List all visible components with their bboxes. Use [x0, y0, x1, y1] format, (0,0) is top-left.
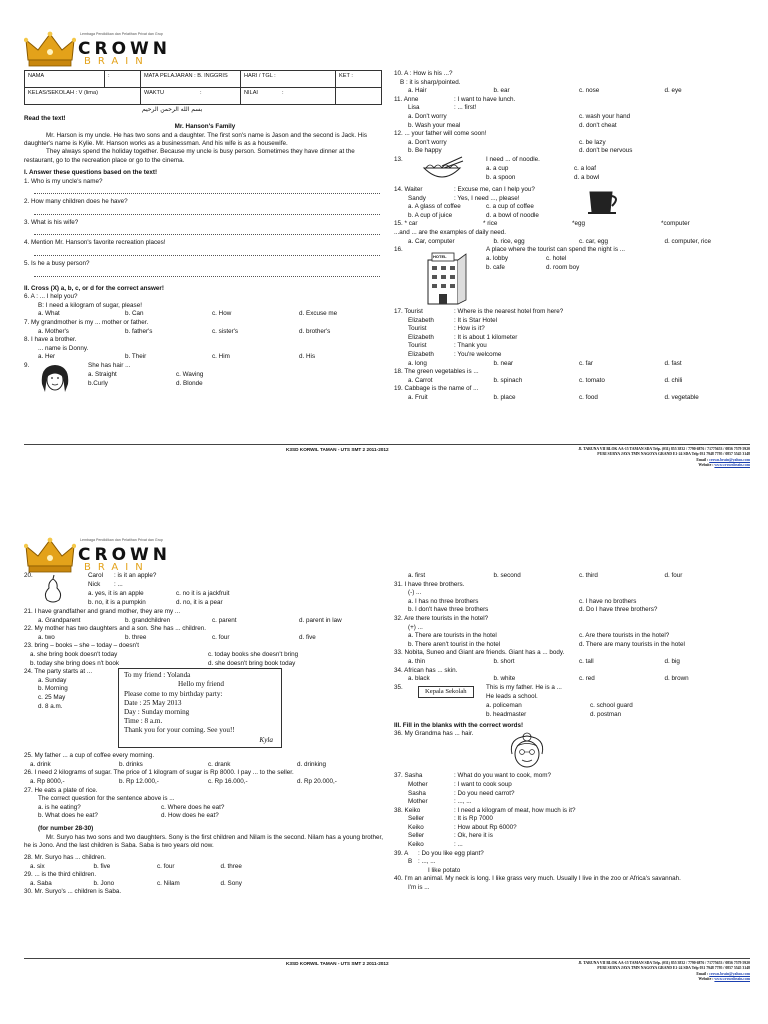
- page1-right-column: [394, 70, 750, 403]
- question-32-b: (+) ...: [408, 623, 423, 631]
- option[interactable]: a. Rp 8000,-: [30, 777, 65, 785]
- q28-options: [24, 863, 284, 872]
- page-2: [0, 514, 768, 1024]
- hotel-sign: HOTEL: [433, 254, 447, 260]
- page-footer: [24, 444, 750, 470]
- option[interactable]: a. Car, computer: [408, 237, 455, 245]
- question-14: 14. Waiter : Excuse me, can I help you? Sandy : Yes, I need ..., please! a. A glass of coffee c. a cup of coffee b. A cup of juice d. a bowl of noodle: [394, 186, 750, 220]
- question-34: 34. African has ... skin.: [394, 666, 458, 674]
- option[interactable]: d. she doesn't bring book today: [208, 659, 296, 667]
- option[interactable]: b.Curly: [88, 379, 108, 387]
- option[interactable]: d. parent in law: [299, 616, 342, 624]
- option[interactable]: b. Rp 12.000,-: [119, 777, 159, 785]
- option[interactable]: c. food: [579, 394, 598, 402]
- question-19: 19. Cabbage is the name of ...: [394, 385, 479, 393]
- option[interactable]: c. today books she doesn't bring: [208, 650, 299, 658]
- option[interactable]: b. no, it is a pumpkin: [88, 599, 146, 606]
- question-11: 11. Anne : I want to have lunch.: [394, 95, 516, 103]
- option[interactable]: d. a bowl: [574, 173, 600, 181]
- question-27-b: The correct question for the sentence above is ...: [38, 795, 175, 803]
- question-10-b: B : it is sharp/pointed.: [400, 78, 461, 86]
- question-18: 18. The green vegetables is ...: [394, 368, 479, 376]
- option[interactable]: a. Her: [38, 353, 56, 361]
- option[interactable]: a. Hair: [408, 87, 427, 95]
- option[interactable]: a. first: [408, 572, 426, 579]
- option[interactable]: c. no it is a jackfruit: [176, 590, 230, 597]
- label-nilai: NILAI: [244, 90, 258, 96]
- page-1: [0, 0, 768, 510]
- option[interactable]: a. What: [38, 310, 60, 318]
- question-22: 22. My mother has two daughters and a son. She has ... children.: [24, 625, 207, 633]
- q21-options: [24, 617, 386, 626]
- page2-left-column: [24, 572, 386, 897]
- question-6: 6. A : ... I help you?: [24, 293, 78, 301]
- section-2-title: II. Cross (X) a, b, c, or d for the correct answer!: [24, 284, 164, 292]
- footer-address: Jl. TARUNA VII BLOK AA-15 TAMAN SDA Telp. (031) 855 3832 / 7790 6876 / 71775653 / 0856 7579 5920 PURI SURYA JAYA TMN NAGOYA GRAND E1-24 SDA Telp 031 7948 7795 / 0857 5545 3148 Email : crown.brain@yahoo.com Website : www.crownbrain.com: [578, 447, 750, 467]
- option[interactable]: a. Saba: [30, 879, 52, 887]
- pear-icon: [42, 574, 64, 604]
- answer-line[interactable]: [34, 269, 380, 277]
- q16-text: A place where the tourist can spend the night is ...: [486, 246, 625, 254]
- question-24: [24, 668, 386, 752]
- section-1-title: I. Answer these questions based on the text!: [24, 168, 158, 176]
- footer-address: Jl. TARUNA VII BLOK AA-15 TAMAN SDA Telp. (031) 855 3832 / 7790 6876 / 71775653 / 0856 7579 5920 PURI SURYA JAYA TMN NAGOYA GRAND E1-24 SDA Telp 031 7948 7795 / 0857 5545 3148 Email : crown.brain@yahoo.com Website : www.crownbrain.com: [578, 961, 750, 981]
- option[interactable]: c. car, egg: [579, 237, 609, 245]
- option[interactable]: c. red: [579, 675, 595, 683]
- option[interactable]: b. short: [493, 657, 515, 665]
- page1-left-column: [24, 106, 386, 398]
- option[interactable]: c. parent: [212, 616, 237, 624]
- option[interactable]: b. a spoon: [486, 173, 516, 181]
- q24-text: 24. The party starts at ...: [24, 668, 93, 676]
- website-link[interactable]: www.crownbrain.com: [714, 976, 750, 981]
- colon: :: [282, 90, 284, 96]
- question-36: [394, 730, 750, 772]
- q14-options: [394, 212, 564, 221]
- q19-options: [394, 394, 750, 403]
- option[interactable]: b. drinks: [119, 760, 143, 768]
- option[interactable]: c. Are there tourists in the hotel?: [579, 632, 670, 640]
- option[interactable]: b. second: [493, 572, 521, 579]
- option[interactable]: a. Don't worry: [408, 112, 447, 120]
- footer-exam-label: K3SD KORWIL TAMAN - UTS SMT 2 2011-2012: [286, 447, 389, 452]
- option[interactable]: b. grandchildren: [125, 616, 171, 624]
- question-35: [394, 684, 750, 722]
- option[interactable]: c. wash your hand: [579, 112, 631, 120]
- q13-text: I need ... of noodle.: [486, 155, 540, 163]
- read-instruction: Read the text!: [24, 114, 66, 122]
- option[interactable]: a. two: [38, 633, 55, 641]
- option[interactable]: b. rice, egg: [493, 237, 525, 245]
- question-8-b: ... name is Donny.: [38, 344, 89, 352]
- option[interactable]: b. ear: [493, 87, 510, 95]
- option[interactable]: b. near: [493, 359, 514, 367]
- answer-line[interactable]: [34, 227, 380, 235]
- q31-options: [394, 598, 750, 607]
- logo-tagline: Lembaga Pendidikan dan Pelatihan Privat dan Grup: [80, 32, 163, 36]
- option[interactable]: c. four: [157, 862, 175, 870]
- question-26: 26. I need 2 kilograms of sugar. The price of 1 kilogram of sugar is Rp 8000. I pay ... to the seller.: [24, 769, 294, 777]
- colon: :: [108, 73, 110, 79]
- question-33: 33. Nobita, Suneo and Giant are friends. Giant has a ... body.: [394, 649, 565, 657]
- question-13: [394, 156, 750, 186]
- option[interactable]: a. long: [408, 359, 427, 367]
- passage-note: (for number 28-30): [38, 824, 94, 832]
- option[interactable]: c. hotel: [546, 255, 567, 263]
- logo-brain-text: BRAIN: [84, 56, 150, 67]
- q18-options: [394, 377, 750, 386]
- option[interactable]: b. white: [493, 675, 516, 683]
- option[interactable]: b. cafe: [486, 264, 505, 272]
- question-9: [24, 362, 386, 398]
- option[interactable]: d. no, it is a pear: [176, 599, 223, 606]
- option[interactable]: c. tomato: [579, 376, 605, 384]
- q13-number: 13.: [394, 155, 403, 163]
- basmala: بسم الله الرحمن الرحيم: [142, 106, 203, 113]
- label-waktu: WAKTU: [144, 90, 164, 96]
- question-29: 29. ... is the third children.: [24, 871, 97, 879]
- option[interactable]: d. postman: [590, 710, 622, 718]
- option[interactable]: c. Waving: [176, 370, 204, 378]
- question-15-text: ...and ... are the examples of daily need.: [394, 228, 507, 236]
- option[interactable]: c. a cup of coffee: [486, 203, 534, 211]
- option[interactable]: b. Wash your meal: [408, 121, 461, 129]
- section-3-title: III. Fill in the blanks with the correct words!: [394, 721, 524, 729]
- question-11-b: Lisa : ... first!: [408, 104, 477, 112]
- question-2: 2. How many children does he have?: [24, 198, 128, 206]
- option[interactable]: c. Where does he eat?: [161, 803, 225, 811]
- q32-options: [394, 632, 750, 641]
- logo-tagline: Lembaga Pendidikan dan Pelatihan Privat dan Grup: [80, 538, 163, 542]
- question-4: 4. Mention Mr. Hanson's favorite recreation places!: [24, 239, 166, 247]
- option[interactable]: d. a bowl of noodle: [486, 211, 539, 219]
- question-6-b: B: I need a kilogram of sugar, please!: [38, 301, 142, 309]
- option[interactable]: d. brown: [664, 675, 689, 683]
- option[interactable]: b. five: [93, 862, 111, 870]
- option[interactable]: a. A glass of coffee: [408, 203, 461, 211]
- option[interactable]: d. chili: [664, 376, 683, 384]
- option[interactable]: a. she bring book doesn't today: [30, 650, 118, 658]
- option[interactable]: c. be lazy: [579, 138, 606, 146]
- option[interactable]: a. There are tourists in the hotel: [408, 632, 497, 640]
- option[interactable]: a. I has no three brothers: [408, 597, 479, 605]
- q33-options: [394, 658, 750, 667]
- option[interactable]: b. Morning: [38, 685, 68, 693]
- option[interactable]: d. Rp 20.000,-: [297, 777, 337, 785]
- q11-options: [394, 113, 750, 122]
- option[interactable]: c. sister's: [212, 327, 239, 335]
- email-link[interactable]: crown.brain@yahoo.com: [709, 971, 750, 976]
- question-37-dialog: 37. Sasha : What do you want to cook, mom? Mother : I want to cook soup Sasha : Do you need carrot? Mother : ..., ...: [394, 772, 551, 806]
- option[interactable]: c. drank: [208, 760, 231, 768]
- option[interactable]: a. is he eating?: [38, 803, 81, 811]
- crown-icon: [24, 30, 76, 70]
- q7-options: [24, 328, 386, 337]
- option[interactable]: a. six: [30, 862, 45, 870]
- option[interactable]: d. computer, rice: [664, 237, 712, 245]
- question-40-b: I'm is ...: [408, 884, 430, 892]
- q12-options: [394, 147, 750, 156]
- option[interactable]: b. I don't have three brothers: [408, 606, 489, 614]
- option[interactable]: c. nose: [579, 87, 600, 95]
- answer-line[interactable]: [34, 248, 380, 256]
- option[interactable]: d. Blonde: [176, 379, 203, 387]
- option[interactable]: b. spinach: [493, 376, 523, 384]
- email-link[interactable]: crown.brain@yahoo.com: [709, 457, 750, 462]
- question-7: 7. My grandmother is my ... mother or father.: [24, 318, 149, 326]
- q27-options: [24, 804, 284, 813]
- crown-icon: [24, 536, 76, 576]
- label-hari: HARI / TGL :: [244, 73, 276, 79]
- q35-number: 35.: [394, 683, 403, 691]
- question-31-b: (-) ...: [408, 589, 422, 597]
- option[interactable]: a. yes, it is an apple: [88, 590, 144, 597]
- option[interactable]: d. three: [220, 862, 242, 870]
- q14-options: [394, 203, 564, 212]
- woman-face-icon: [38, 362, 72, 396]
- question-8: 8. I have a brother.: [24, 336, 77, 344]
- q23-options: [24, 660, 386, 669]
- option[interactable]: d. His: [299, 353, 316, 361]
- option[interactable]: d. Sony: [220, 879, 242, 887]
- option[interactable]: d. drinking: [297, 760, 327, 768]
- option[interactable]: a. Straight: [88, 370, 117, 378]
- option[interactable]: c. How: [212, 310, 232, 318]
- identity-table: [24, 70, 382, 105]
- option[interactable]: a. lobby: [486, 255, 509, 263]
- question-40: 40. I'm an animal. My neck is long. I like grass very much. Usually I live in the zoo or Africa's savannah.: [394, 875, 681, 883]
- question-39-dialog: 39. A : Do you like egg plant? B : ..., ... I like potato: [394, 849, 484, 874]
- question-25: 25. My father ... a cup of coffee every morning.: [24, 752, 155, 760]
- label-mapel: MATA PELAJARAN : B. INGGRIS: [144, 73, 228, 79]
- option[interactable]: c. school guard: [590, 701, 633, 709]
- option[interactable]: b. Be happy: [408, 147, 442, 155]
- story-paragraph-2: They always spend the holiday together. Because my uncle is busy person. Sometimes they have dinner at the restaurant, go to the recreation place or go to the cinema.: [24, 148, 355, 164]
- option[interactable]: a. drink: [30, 760, 51, 768]
- q9-number: 9.: [24, 361, 30, 369]
- q30-options: [394, 572, 750, 581]
- question-32: 32. Are there tourists in the hotel?: [394, 614, 489, 622]
- option[interactable]: b. There aren't tourist in the hotel: [408, 640, 501, 648]
- option[interactable]: a. Fruit: [408, 394, 428, 402]
- q27-options: [24, 812, 284, 821]
- noodle-bowl-icon: [420, 156, 464, 182]
- option[interactable]: d. eye: [664, 87, 682, 95]
- question-27: 27. He eats a plate of rice.: [24, 786, 98, 794]
- grandma-face-icon: [506, 732, 548, 772]
- question-31: 31. I have three brothers.: [394, 580, 465, 588]
- option[interactable]: d. don't cheat: [579, 121, 617, 129]
- question-3: 3. What is his wife?: [24, 218, 79, 226]
- option[interactable]: a. Carrot: [408, 376, 433, 384]
- q29-options: [24, 880, 284, 889]
- option[interactable]: d. Do I have three brothers?: [579, 606, 658, 614]
- q22-options: [24, 634, 386, 643]
- q16-number: 16.: [394, 246, 403, 254]
- logo-crown-text: CROWN: [78, 545, 171, 565]
- option[interactable]: d. four: [664, 572, 683, 579]
- option[interactable]: a. policeman: [486, 701, 522, 709]
- q15-options: [394, 238, 750, 247]
- q26-options: [24, 778, 386, 787]
- option[interactable]: d. big: [664, 657, 680, 665]
- q34-options: [394, 675, 750, 684]
- option[interactable]: c. Him: [212, 353, 230, 361]
- q9-text: She has hair ...: [88, 361, 131, 369]
- question-10: 10. A : How is his ...?: [394, 70, 453, 77]
- website-link[interactable]: www.crownbrain.com: [714, 462, 750, 467]
- invitation-signature: Kyla: [259, 735, 273, 744]
- question-23: 23. bring – books – she – today – doesn't: [24, 642, 139, 650]
- question-38-dialog: 38. Keiko : I need a kilogram of meat, how much is it? Seller : It is Rp 7000 Keiko : How about Rp 6000? Seller : Ok, here it is Keiko : ...: [394, 806, 576, 849]
- option[interactable]: b. headmaster: [486, 710, 527, 718]
- option[interactable]: a. Grandparent: [38, 616, 81, 624]
- colon: :: [200, 90, 202, 96]
- option[interactable]: d. fast: [664, 359, 682, 367]
- option[interactable]: c. 25 May: [38, 693, 66, 701]
- option[interactable]: c. far: [579, 359, 593, 367]
- story-paragraph-1: Mr. Harson is my uncle. He has two sons and a daughter. The first son's name is Jason and the second is Jack. His daughter's name is Kylie. Mr. Hanson works as a businessman. And his wife is as a housewife.: [24, 131, 367, 148]
- option[interactable]: b. A cup of juice: [408, 211, 453, 219]
- question-12: 12. ... your father will come soon!: [394, 130, 487, 138]
- option[interactable]: a. Sunday: [38, 676, 67, 684]
- q10-options: [394, 87, 750, 96]
- question-15: 15. * car * rice *egg *computer: [394, 220, 690, 228]
- story-title: Mr. Hanson's Family: [174, 123, 236, 131]
- option[interactable]: c. third: [579, 572, 598, 579]
- question-20: 20. Carol : is it an apple? Nick : ... a. yes, it is an apple c. no it is a jackfruit b. no, it is a pumpkin d. no, it is a pear: [24, 572, 230, 606]
- option[interactable]: c. Nilam: [157, 879, 180, 887]
- option[interactable]: d. brother's: [299, 327, 331, 335]
- q11-options: [394, 122, 750, 131]
- option[interactable]: b. What does he eat?: [38, 812, 98, 820]
- option[interactable]: c. I have no brothers: [579, 597, 637, 605]
- option[interactable]: b. place: [493, 394, 516, 402]
- coffee-cup-icon: [586, 186, 622, 216]
- q32-options: [394, 641, 750, 650]
- passage-paragraph: Mr. Suryo has two sons and two daughters. Sony is the first children and Nilam is the second. Nilam has a young brother, he is Jono. And the last children is Saba. Saba is two years old now.: [24, 833, 384, 849]
- question-21: 21. I have grandfather and grand mother, they are my ...: [24, 608, 181, 615]
- option[interactable]: d. don't be nervous: [579, 147, 633, 155]
- option[interactable]: b. today she bring does n't book: [30, 659, 120, 667]
- option[interactable]: a. thin: [408, 657, 426, 665]
- answer-line[interactable]: [34, 207, 380, 215]
- option[interactable]: b. Their: [125, 353, 147, 361]
- kepala-sekolah-sign: Kepala Sekolah: [418, 686, 474, 699]
- q6-options: [24, 310, 386, 319]
- option[interactable]: a. black: [408, 675, 430, 683]
- q36-text: 36. My Grandma has ... hair.: [394, 730, 474, 738]
- option[interactable]: d. 8 a.m.: [38, 702, 63, 710]
- q17-options: [394, 360, 750, 369]
- q31-options: [394, 606, 750, 615]
- label-nama: NAMA: [28, 73, 45, 79]
- label-ket: KET :: [339, 73, 353, 79]
- option[interactable]: d. vegetable: [664, 394, 699, 402]
- answer-line[interactable]: [34, 186, 380, 194]
- label-kelas: KELAS/SEKOLAH : V (lima): [28, 90, 98, 96]
- option[interactable]: c. four: [212, 633, 230, 641]
- crown-brain-logo: [24, 536, 214, 576]
- option[interactable]: b. three: [125, 633, 147, 641]
- option[interactable]: d. Excuse me: [299, 310, 338, 318]
- q23-options: [24, 651, 386, 660]
- option[interactable]: c. tall: [579, 657, 594, 665]
- question-16: [394, 246, 750, 308]
- question-28: 28. Mr. Suryo has ... children.: [24, 854, 106, 862]
- option[interactable]: b. Jono: [93, 879, 115, 887]
- footer-exam-label: K3SD KORWIL TAMAN - UTS SMT 2 2011-2012: [286, 961, 389, 966]
- option[interactable]: d. five: [299, 633, 316, 641]
- question-5: 5. Is he a busy person?: [24, 259, 90, 267]
- option[interactable]: d. How does he eat?: [161, 812, 219, 820]
- option[interactable]: a. Don't worry: [408, 138, 447, 146]
- q25-options: [24, 761, 386, 770]
- option[interactable]: c. Rp 16.000,-: [208, 777, 248, 785]
- option[interactable]: c. a loaf: [574, 164, 597, 172]
- option[interactable]: a. a cup: [486, 164, 509, 172]
- question-17-dialog: 17. Tourist : Where is the nearest hotel from here? Elizabeth : It is Star Hotel Tourist : How is it? Elizabeth : It is about 1 kilometer Tourist : Thank you Elizabeth : You're welcome: [394, 308, 564, 359]
- option[interactable]: b. father's: [125, 327, 153, 335]
- birthday-invitation-card: To my friend : Yolanda Hello my friend Please come to my birthday party: Date : 25 May 2013 Day : Sunday morning Time : 8 a.m. Thank you for your coming. See you!! Kyla: [118, 668, 282, 748]
- q20-number: 20.: [24, 572, 33, 579]
- q12-options: [394, 139, 750, 148]
- option[interactable]: d. There are many tourists in the hotel: [579, 640, 685, 648]
- logo-brain-text: BRAIN: [84, 562, 150, 573]
- question-30: 30. Mr. Suryo's ... children is Saba.: [24, 888, 122, 896]
- option[interactable]: d. room boy: [546, 264, 580, 272]
- logo-crown-text: CROWN: [78, 39, 171, 59]
- page2-right-column: [394, 572, 750, 893]
- q8-options: [24, 353, 386, 362]
- question-1: 1. Who is my uncle's name?: [24, 177, 103, 185]
- crown-brain-logo: [24, 30, 214, 70]
- option[interactable]: b. Can: [125, 310, 144, 318]
- q35-text-2: He leads a school.: [486, 692, 538, 700]
- page-footer: [24, 958, 750, 984]
- q35-text: This is my father. He is a ...: [486, 683, 562, 691]
- option[interactable]: a. Mother's: [38, 327, 69, 335]
